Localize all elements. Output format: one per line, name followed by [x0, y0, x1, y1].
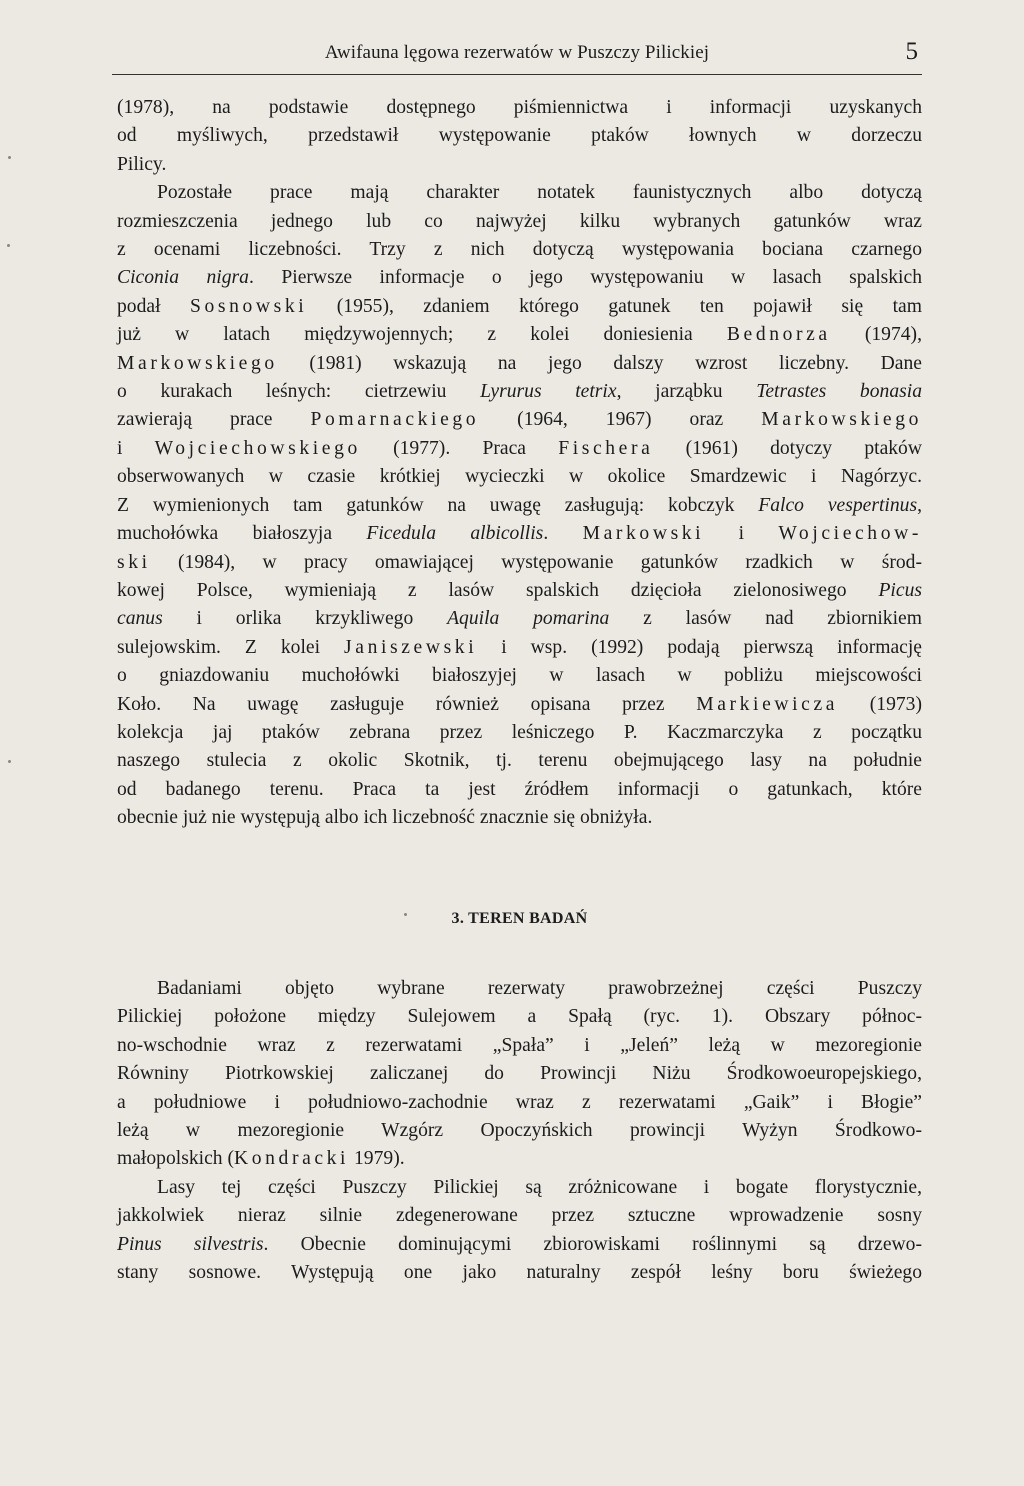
text-line: małopolskich (Kondracki 1979).	[117, 1148, 405, 1170]
species-name: Falco vespertinus	[758, 494, 918, 516]
author-name: Markowskiego	[117, 352, 278, 374]
text-line: Ciconia nigra. Pierwsze informacje o jego występowaniu w lasach spalskich	[117, 267, 922, 289]
section-2-text	[117, 94, 922, 833]
text-line: Pinus silvestris. Obecnie dominującymi zbiorowiskami roślinnymi są drzewo-	[117, 1233, 922, 1255]
text-line: sulejowskim. Z kolei Janiszewski i wsp. (1992) podają pierwszą informację	[117, 636, 922, 658]
text-line: kolekcja jaj ptaków zebrana przez leśniczego P. Kaczmarczyka z początku	[117, 721, 922, 743]
author-name: Markowski	[582, 523, 705, 545]
text-line: zawierają prace Pomarnackiego (1964, 1967) oraz Markowskiego	[117, 409, 922, 431]
text-line: jakkolwiek nieraz silnie zdegenerowane przez sztuczne wprowadzenie sosny	[117, 1205, 922, 1227]
author-name: Sosnowski	[189, 295, 308, 317]
species-name: Picus	[878, 579, 922, 601]
scan-speck	[8, 156, 11, 159]
scan-speck	[404, 913, 407, 916]
author-name: Markiewicza	[696, 693, 839, 715]
species-name: Ficedula albicollis	[366, 523, 544, 545]
text-line: Równiny Piotrkowskiej zaliczanej do Prowincji Niżu Środkowoeuropejskiego,	[117, 1063, 922, 1085]
species-name: canus	[117, 608, 163, 630]
author-name: Kondracki	[234, 1148, 350, 1170]
text-line: podał Sosnowski (1955), zdaniem którego gatunek ten pojawił się tam	[117, 295, 922, 317]
author-name: Wojciechowskiego	[154, 437, 361, 459]
author-name: Wojciechow-	[778, 523, 922, 545]
section-heading: 3. TEREN BADAŃ	[451, 909, 588, 927]
text-line: o gniazdowaniu muchołówki białoszyjej w lasach w pobliżu miejscowości	[117, 665, 922, 687]
running-title: Awifauna lęgowa rezerwatów w Puszczy Pilickiej	[324, 42, 710, 63]
text-line: Badaniami objęto wybrane rezerwaty prawobrzeżnej części Puszczy	[157, 977, 922, 999]
text-line: już w latach międzywojennych; z kolei doniesienia Bednorza (1974),	[117, 324, 922, 346]
text-line: ski (1984), w pracy omawiającej występowanie gatunków rzadkich w środ-	[117, 551, 922, 573]
species-name: Pinus silvestris	[117, 1233, 264, 1255]
text-line: no-wschodnie wraz z rezerwatami „Spała” i „Jeleń” leżą w mezoregionie	[117, 1034, 922, 1056]
text-line: i Wojciechowskiego (1977). Praca Fischera (1961) dotyczy ptaków	[117, 437, 923, 459]
text-line: Markowskiego (1981) wskazują na jego dalszy wzrost liczebny. Dane	[117, 352, 922, 374]
body-text	[117, 94, 922, 1287]
author-name: Fischera	[558, 437, 654, 459]
text-line: Lasy tej części Puszczy Pilickiej są zróżnicowane i bogate florystycznie,	[157, 1176, 922, 1198]
text-line: leżą w mezoregionie Wzgórz Opoczyńskich prowincji Wyżyn Środkowo-	[117, 1120, 922, 1141]
text-line: canus i orlika krzykliwego Aquila pomarina z lasów nad zbiornikiem	[117, 608, 922, 630]
text-line: Pilicy.	[117, 153, 167, 175]
text-line: kowej Polsce, wymieniają z lasów spalskich dzięcioła zielonosiwego Picus	[117, 579, 922, 601]
author-name: ski	[117, 551, 151, 573]
text-line: Pozostałe prace mają charakter notatek faunistycznych albo dotyczą	[157, 182, 922, 204]
author-name: Janiszewski	[344, 636, 478, 658]
species-name: Tetrastes bonasia	[756, 381, 922, 403]
text-line: od badanego terenu. Praca ta jest źródłem informacji o gatunkach, które	[117, 778, 922, 800]
species-name: Aquila pomarina	[447, 608, 610, 630]
text-line: z ocenami liczebności. Trzy z nich dotyczą występowania bociana czarnego	[117, 239, 922, 261]
scan-speck	[8, 760, 11, 763]
author-name: Pomarnackiego	[310, 409, 480, 431]
text-line: o kurakach leśnych: cietrzewiu Lyrurus tetrix, jarząbku Tetrastes bonasia	[117, 381, 922, 403]
text-line: Koło. Na uwagę zasługuje również opisana przez Markiewicza (1973)	[117, 693, 922, 715]
author-name: Markowskiego	[761, 409, 922, 431]
text-line: Z wymienionych tam gatunków na uwagę zasługują: kobczyk Falco vespertinus,	[117, 494, 922, 516]
text-line: obserwowanych w czasie krótkiej wycieczki w okolice Smardzewic i Nagórzyc.	[117, 466, 922, 488]
text-line: rozmieszczenia jednego lub co najwyżej kilku wybranych gatunków wraz	[117, 210, 922, 232]
text-line: naszego stulecia z okolic Skotnik, tj. terenu obejmującego lasy na południe	[117, 750, 922, 772]
running-header	[112, 38, 922, 75]
text-line: a południowe i południowo-zachodnie wraz z rezerwatami „Gaik” i Błogie”	[117, 1091, 922, 1113]
scan-speck	[7, 244, 10, 247]
text-line: Pilickiej położone między Sulejowem a Spałą (ryc. 1). Obszary północ-	[117, 1006, 922, 1028]
text-line: od myśliwych, przedstawił występowanie ptaków łownych w dorzeczu	[117, 125, 922, 147]
text-line: (1978), na podstawie dostępnego piśmiennictwa i informacji uzyskanych	[117, 97, 922, 118]
text-line: stany sosnowe. Występują one jako naturalny zespół leśny boru świeżego	[117, 1262, 922, 1284]
author-name: Bednorza	[726, 324, 831, 346]
text-line: muchołówka białoszyja Ficedula albicollis. Markowski i Wojciechow-	[117, 523, 922, 545]
page-number: 5	[905, 38, 918, 65]
species-name: Ciconia nigra	[117, 267, 249, 289]
section-3-text	[117, 975, 922, 1287]
species-name: Lyrurus tetrix	[480, 381, 617, 403]
text-line: obecnie już nie występują albo ich liczebność znacznie się obniżyła.	[117, 807, 653, 829]
